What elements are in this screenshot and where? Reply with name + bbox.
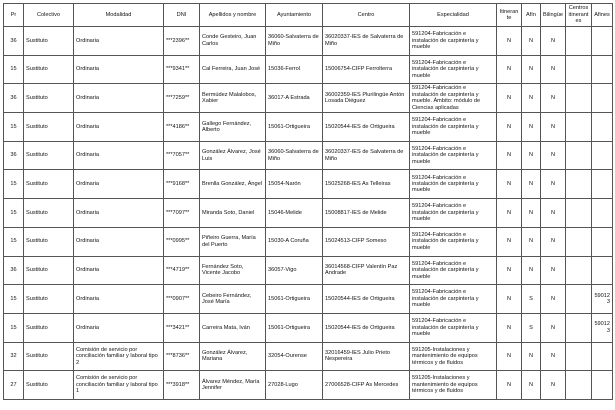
cell-especialidad: 591204-Fabricación e instalación de carpintería y mueble (410, 285, 497, 314)
cell-ayuntamiento: 36060-Salvaterra de Miño (266, 27, 323, 56)
cell-especialidad: 591205-Instalaciones y mantenimiento de equipos térmicos y de fluidos (410, 371, 497, 400)
cell-colectivo: Sustituto (24, 342, 74, 371)
cell-bilingue: N (541, 170, 566, 199)
table-row (4, 371, 613, 400)
cell-ayuntamiento: 15036-Ferrol (266, 55, 323, 84)
cell-itinerante: N (497, 342, 522, 371)
table-header-row (4, 4, 613, 27)
table-row (4, 84, 613, 113)
cell-modalidad: Ordinaria (74, 256, 164, 285)
header-centro: Centro (323, 4, 410, 27)
cell-especialidad: 591204-Fabricación e instalación de carpintería y mueble (410, 313, 497, 342)
cell-pr: 36 (4, 27, 24, 56)
cell-itinerante: N (497, 227, 522, 256)
table-row (4, 170, 613, 199)
cell-dni: ***3421** (164, 313, 200, 342)
cell-centros-itinerantes (566, 141, 592, 170)
cell-centro: 36020337-IES de Salvaterra de Miño (323, 27, 410, 56)
cell-colectivo: Sustituto (24, 371, 74, 400)
cell-afines (592, 371, 613, 400)
cell-dni: ***4719** (164, 256, 200, 285)
cell-modalidad: Ordinaria (74, 227, 164, 256)
cell-afines (592, 27, 613, 56)
cell-afin: S (522, 285, 541, 314)
cell-bilingue: N (541, 285, 566, 314)
table-row (4, 141, 613, 170)
cell-afines (592, 55, 613, 84)
cell-itinerante: N (497, 141, 522, 170)
cell-afin: N (522, 84, 541, 113)
cell-pr: 15 (4, 313, 24, 342)
table-row (4, 256, 613, 285)
cell-especialidad: 591204-Fabricación e instalación de carpintería y mueble (410, 199, 497, 228)
cell-afines (592, 113, 613, 142)
cell-dni: ***3918** (164, 371, 200, 400)
cell-modalidad: Ordinaria (74, 27, 164, 56)
cell-colectivo: Sustituto (24, 227, 74, 256)
cell-pr: 36 (4, 141, 24, 170)
cell-colectivo: Sustituto (24, 313, 74, 342)
cell-apellidos: Carreira Mata, Iván (200, 313, 266, 342)
cell-dni: ***4186** (164, 113, 200, 142)
cell-pr: 15 (4, 227, 24, 256)
cell-colectivo: Sustituto (24, 256, 74, 285)
cell-pr: 15 (4, 55, 24, 84)
cell-afines (592, 227, 613, 256)
cell-afin: N (522, 256, 541, 285)
cell-modalidad: Ordinaria (74, 199, 164, 228)
cell-itinerante: N (497, 256, 522, 285)
header-colectivo: Colectivo (24, 4, 74, 27)
cell-itinerante: N (497, 199, 522, 228)
cell-afin: N (522, 371, 541, 400)
cell-pr: 15 (4, 113, 24, 142)
cell-afin: N (522, 227, 541, 256)
cell-ayuntamiento: 27028-Lugo (266, 371, 323, 400)
cell-afines: 590123 (592, 313, 613, 342)
table-row (4, 342, 613, 371)
cell-colectivo: Sustituto (24, 113, 74, 142)
cell-apellidos: Cal Ferreira, Juan José (200, 55, 266, 84)
cell-afin: S (522, 313, 541, 342)
cell-ayuntamiento: 36060-Salvaterra de Miño (266, 141, 323, 170)
table-row (4, 313, 613, 342)
cell-afin: N (522, 55, 541, 84)
cell-ayuntamiento: 15061-Ortigueira (266, 113, 323, 142)
cell-bilingue: N (541, 371, 566, 400)
cell-especialidad: 591204-Fabricación e instalación de carpintería y mueble (410, 27, 497, 56)
table-row (4, 113, 613, 142)
cell-afin: N (522, 199, 541, 228)
cell-itinerante: N (497, 113, 522, 142)
cell-centro: 15006754-CIFP Ferrolterra (323, 55, 410, 84)
header-especialidad: Especialidad (410, 4, 497, 27)
cell-modalidad: Ordinaria (74, 113, 164, 142)
table-row (4, 27, 613, 56)
cell-colectivo: Sustituto (24, 170, 74, 199)
cell-centro: 36020337-IES de Salvaterra de Miño (323, 141, 410, 170)
cell-apellidos: Conde Gesteiro, Juan Carlos (200, 27, 266, 56)
cell-ayuntamiento: 32054-Ourense (266, 342, 323, 371)
cell-bilingue: N (541, 342, 566, 371)
cell-dni: ***2396** (164, 27, 200, 56)
table-row (4, 199, 613, 228)
cell-dni: ***8736** (164, 342, 200, 371)
assignments-table (3, 3, 613, 400)
cell-pr: 27 (4, 371, 24, 400)
cell-itinerante: N (497, 84, 522, 113)
cell-especialidad: 591205-Instalaciones y mantenimiento de equipos térmicos y de fluidos (410, 342, 497, 371)
header-dni: DNI (164, 4, 200, 27)
cell-centros-itinerantes (566, 371, 592, 400)
cell-pr: 36 (4, 256, 24, 285)
cell-colectivo: Sustituto (24, 199, 74, 228)
cell-centros-itinerantes (566, 313, 592, 342)
cell-centros-itinerantes (566, 227, 592, 256)
cell-apellidos: Fernández Soto, Vicente Jacobo (200, 256, 266, 285)
cell-bilingue: N (541, 227, 566, 256)
cell-colectivo: Sustituto (24, 141, 74, 170)
header-centros-itinerantes: Centros itinerantes (566, 4, 592, 27)
table-row (4, 55, 613, 84)
cell-colectivo: Sustituto (24, 84, 74, 113)
table-row (4, 227, 613, 256)
cell-apellidos: González Álvarez, Mariana (200, 342, 266, 371)
cell-colectivo: Sustituto (24, 285, 74, 314)
cell-bilingue: N (541, 199, 566, 228)
cell-especialidad: 591204-Fabricación e instalación de carpintería y mueble. Ámbito: módulo de Ciencias aplicadas (410, 84, 497, 113)
cell-especialidad: 591204-Fabricación e instalación de carpintería y mueble (410, 55, 497, 84)
cell-afines (592, 84, 613, 113)
cell-dni: ***9168** (164, 170, 200, 199)
cell-pr: 15 (4, 199, 24, 228)
header-ayuntamiento: Ayuntamiento (266, 4, 323, 27)
cell-bilingue: N (541, 141, 566, 170)
cell-apellidos: Brenlla González, Ángel (200, 170, 266, 199)
cell-dni: ***0995** (164, 227, 200, 256)
cell-especialidad: 591204-Fabricación e instalación de carpintería y mueble (410, 113, 497, 142)
cell-afin: N (522, 113, 541, 142)
cell-apellidos: Cebeiro Fernández, José María (200, 285, 266, 314)
cell-colectivo: Sustituto (24, 27, 74, 56)
cell-bilingue: N (541, 27, 566, 56)
cell-afin: N (522, 342, 541, 371)
header-modalidad: Modalidad (74, 4, 164, 27)
cell-apellidos: Piñeiro Guerra, María del Puerto (200, 227, 266, 256)
cell-ayuntamiento: 15030-A Coruña (266, 227, 323, 256)
header-bilingue: Bilingüe (541, 4, 566, 27)
cell-itinerante: N (497, 313, 522, 342)
cell-centros-itinerantes (566, 27, 592, 56)
header-afin: Afín (522, 4, 541, 27)
cell-ayuntamiento: 15061-Ortigueira (266, 285, 323, 314)
cell-centro: 36002359-IES Plurilingüe Antón Losada Diéguez (323, 84, 410, 113)
cell-centros-itinerantes (566, 256, 592, 285)
cell-apellidos: Gallego Fernández, Alberto (200, 113, 266, 142)
cell-centros-itinerantes (566, 113, 592, 142)
cell-modalidad: Ordinaria (74, 170, 164, 199)
cell-centros-itinerantes (566, 342, 592, 371)
cell-apellidos: González Álvarez, José Luis (200, 141, 266, 170)
cell-centros-itinerantes (566, 84, 592, 113)
cell-afines (592, 170, 613, 199)
cell-afines (592, 141, 613, 170)
table-body (4, 27, 613, 400)
cell-pr: 36 (4, 84, 24, 113)
cell-bilingue: N (541, 313, 566, 342)
cell-afines (592, 342, 613, 371)
cell-ayuntamiento: 15046-Melide (266, 199, 323, 228)
cell-centros-itinerantes (566, 285, 592, 314)
cell-centros-itinerantes (566, 199, 592, 228)
cell-pr: 32 (4, 342, 24, 371)
cell-afin: N (522, 27, 541, 56)
cell-centros-itinerantes (566, 55, 592, 84)
cell-especialidad: 591204-Fabricación e instalación de carpintería y mueble (410, 141, 497, 170)
cell-colectivo: Sustituto (24, 55, 74, 84)
cell-apellidos: Álvarez Méndez, María Jennifer (200, 371, 266, 400)
cell-centro: 27006528-CIFP As Mercedes (323, 371, 410, 400)
header-pr: Pr (4, 4, 24, 27)
header-itinerante: Itinerante (497, 4, 522, 27)
cell-centro: 15008817-IES de Melide (323, 199, 410, 228)
cell-dni: ***0907** (164, 285, 200, 314)
cell-modalidad: Ordinaria (74, 84, 164, 113)
cell-pr: 15 (4, 170, 24, 199)
cell-afines (592, 256, 613, 285)
cell-apellidos: Bermúdez Malalobos, Xabier (200, 84, 266, 113)
cell-pr: 15 (4, 285, 24, 314)
cell-centro: 15024513-CIFP Someso (323, 227, 410, 256)
cell-ayuntamiento: 36017-A Estrada (266, 84, 323, 113)
header-afines: Afines (592, 4, 613, 27)
cell-modalidad: Ordinaria (74, 313, 164, 342)
cell-afin: N (522, 141, 541, 170)
cell-centro: 36014568-CIFP Valentín Paz Andrade (323, 256, 410, 285)
cell-ayuntamiento: 15054-Narón (266, 170, 323, 199)
cell-centro: 15020544-IES de Ortigueira (323, 313, 410, 342)
cell-modalidad: Ordinaria (74, 55, 164, 84)
cell-bilingue: N (541, 256, 566, 285)
cell-itinerante: N (497, 27, 522, 56)
cell-itinerante: N (497, 170, 522, 199)
cell-dni: ***7057** (164, 141, 200, 170)
cell-afines: 590123 (592, 285, 613, 314)
cell-bilingue: N (541, 84, 566, 113)
header-apellidos: Apellidos y nombre (200, 4, 266, 27)
cell-apellidos: Miranda Soto, Daniel (200, 199, 266, 228)
cell-centro: 15025268-IES As Telleiras (323, 170, 410, 199)
cell-bilingue: N (541, 113, 566, 142)
cell-modalidad: Comisión de servicio por conciliación familiar y laboral tipo 2 (74, 342, 164, 371)
cell-modalidad: Ordinaria (74, 141, 164, 170)
cell-centros-itinerantes (566, 170, 592, 199)
cell-itinerante: N (497, 285, 522, 314)
cell-afin: N (522, 170, 541, 199)
cell-centro: 15020544-IES de Ortigueira (323, 285, 410, 314)
table-row (4, 285, 613, 314)
cell-especialidad: 591204-Fabricación e instalación de carpintería y mueble (410, 170, 497, 199)
cell-dni: ***9341** (164, 55, 200, 84)
cell-especialidad: 591204-Fabricación e instalación de carpintería y mueble (410, 227, 497, 256)
cell-ayuntamiento: 15061-Ortigueira (266, 313, 323, 342)
cell-itinerante: N (497, 55, 522, 84)
cell-dni: ***7259** (164, 84, 200, 113)
cell-afines (592, 199, 613, 228)
cell-centro: 32016459-IES Julio Prieto Nespereira (323, 342, 410, 371)
cell-especialidad: 591204-Fabricación e instalación de carpintería y mueble (410, 256, 497, 285)
cell-ayuntamiento: 36057-Vigo (266, 256, 323, 285)
cell-modalidad: Comisión de servicio por conciliación familiar y laboral tipo 1 (74, 371, 164, 400)
cell-bilingue: N (541, 55, 566, 84)
cell-centro: 15020544-IES de Ortigueira (323, 113, 410, 142)
cell-dni: ***7097** (164, 199, 200, 228)
cell-modalidad: Ordinaria (74, 285, 164, 314)
cell-itinerante: N (497, 371, 522, 400)
